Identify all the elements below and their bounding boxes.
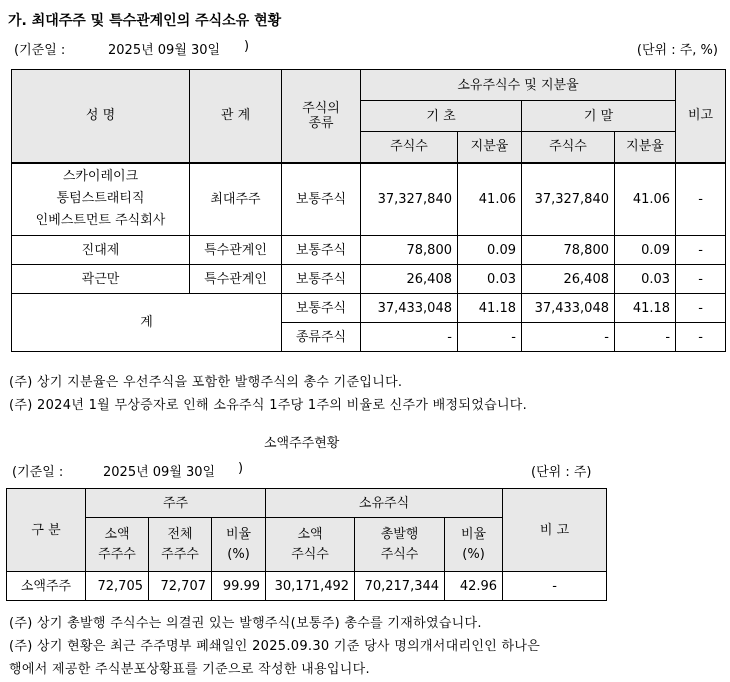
row-minor-shares: 30,171,492 [266, 572, 355, 601]
row-type: 보통주식 [282, 163, 361, 236]
header-end-ratio: 지분율 [615, 132, 676, 163]
header-total-holders: 전체 주주수 [149, 518, 212, 572]
header-minority-remark: 비 고 [503, 489, 607, 572]
header-minor-holders: 소액 주주수 [86, 518, 149, 572]
note-1: (주) 상기 지분율은 우선주식을 포함한 발행주식의 총수 기준입니다. [9, 375, 403, 390]
major-shareholder-table [11, 69, 726, 352]
header-ratio-shares: 비율 (%) [445, 518, 503, 572]
minority-base-date-close: ) [238, 461, 244, 476]
minority-base-date-value: 2025년 09월 30일 [103, 465, 216, 480]
minority-note-1: (주) 상기 총발행 주식수는 의결권 있는 발행주식(보통주) 총수를 기재하였습니다. [9, 616, 482, 631]
row-ratio-holders: 99.99 [212, 572, 266, 601]
row-ratio-shares: 42.96 [445, 572, 503, 601]
row-issued-shares: 70,217,344 [355, 572, 445, 601]
row-category: 소액주주 [7, 572, 86, 601]
header-begin: 기 초 [361, 101, 522, 132]
row-total-holders: 72,707 [149, 572, 212, 601]
minority-shareholder-table [6, 488, 607, 601]
total-preferred-type: 종류주식 [282, 323, 361, 352]
minority-title: 소액주주현황 [264, 436, 340, 451]
row-end-ratio: 0.03 [615, 265, 676, 294]
header-minor-shares: 소액 주식수 [266, 518, 355, 572]
note-2: (주) 2024년 1월 무상증자로 인해 소유주식 1주당 1주의 비율로 신주가 배정되었습니다. [9, 398, 528, 413]
header-holdings: 소유주식수 및 지분율 [361, 70, 676, 101]
row-name: 스카이레이크 통텀스트래티직 인베스트먼트 주식회사 [12, 163, 190, 236]
base-date-value: 2025년 09월 30일 [108, 43, 221, 58]
total-common-begin-ratio: 41.18 [458, 294, 522, 323]
row-type: 보통주식 [282, 265, 361, 294]
row-relation: 특수관계인 [190, 236, 282, 265]
total-common-end-shares: 37,433,048 [522, 294, 615, 323]
row-end-shares: 78,800 [522, 236, 615, 265]
header-owned: 소유주식 [266, 489, 503, 518]
total-common-begin-shares: 37,433,048 [361, 294, 458, 323]
base-date-label: (기준일 : [14, 43, 66, 58]
header-relation: 관 계 [190, 70, 282, 163]
total-preferred-end-ratio: - [615, 323, 676, 352]
total-common-end-ratio: 41.18 [615, 294, 676, 323]
header-begin-shares: 주식수 [361, 132, 458, 163]
total-common-type: 보통주식 [282, 294, 361, 323]
header-remark: 비고 [676, 70, 726, 163]
total-preferred-remark: - [676, 323, 726, 352]
minority-unit-label: (단위 : 주) [531, 465, 592, 480]
header-end-shares: 주식수 [522, 132, 615, 163]
header-begin-ratio: 지분율 [458, 132, 522, 163]
table-row [12, 265, 726, 294]
header-category: 구 분 [7, 489, 86, 572]
total-row-common [12, 294, 726, 323]
section-title: 가. 최대주주 및 특수관계인의 주식소유 현황 [8, 13, 282, 29]
row-remark: - [676, 236, 726, 265]
row-begin-shares: 26,408 [361, 265, 458, 294]
total-preferred-end-shares: - [522, 323, 615, 352]
row-begin-shares: 37,327,840 [361, 163, 458, 236]
table-row [12, 236, 726, 265]
total-preferred-begin-shares: - [361, 323, 458, 352]
total-preferred-begin-ratio: - [458, 323, 522, 352]
minority-base-date-label: (기준일 : [12, 465, 64, 480]
row-remark: - [676, 163, 726, 236]
total-common-remark: - [676, 294, 726, 323]
row-name: 곽근만 [12, 265, 190, 294]
unit-label: (단위 : 주, %) [636, 43, 718, 58]
row-remark: - [676, 265, 726, 294]
total-label: 계 [12, 294, 282, 352]
row-type: 보통주식 [282, 236, 361, 265]
base-date-close: ) [244, 39, 250, 54]
header-ratio-holders: 비율 (%) [212, 518, 266, 572]
row-end-shares: 37,327,840 [522, 163, 615, 236]
table-row [7, 572, 607, 601]
row-begin-shares: 78,800 [361, 236, 458, 265]
minority-note-3: 행에서 제공한 주식분포상황표를 기준으로 작성한 내용입니다. [9, 662, 370, 677]
row-begin-ratio: 0.03 [458, 265, 522, 294]
minority-note-2: (주) 상기 현황은 최근 주주명부 폐쇄일인 2025.09.30 기준 당사 명의개서대리인인 하나은 [9, 639, 541, 654]
header-holders: 주주 [86, 489, 266, 518]
table-row [12, 163, 726, 236]
row-begin-ratio: 0.09 [458, 236, 522, 265]
header-name: 성 명 [12, 70, 190, 163]
header-end: 기 말 [522, 101, 676, 132]
row-end-ratio: 0.09 [615, 236, 676, 265]
row-end-ratio: 41.06 [615, 163, 676, 236]
row-minority-remark: - [503, 572, 607, 601]
row-begin-ratio: 41.06 [458, 163, 522, 236]
row-relation: 최대주주 [190, 163, 282, 236]
row-end-shares: 26,408 [522, 265, 615, 294]
row-minor-holders: 72,705 [86, 572, 149, 601]
header-issued-shares: 총발행 주식수 [355, 518, 445, 572]
row-relation: 특수관계인 [190, 265, 282, 294]
row-name: 진대제 [12, 236, 190, 265]
header-stock-type: 주식의 종류 [282, 70, 361, 163]
